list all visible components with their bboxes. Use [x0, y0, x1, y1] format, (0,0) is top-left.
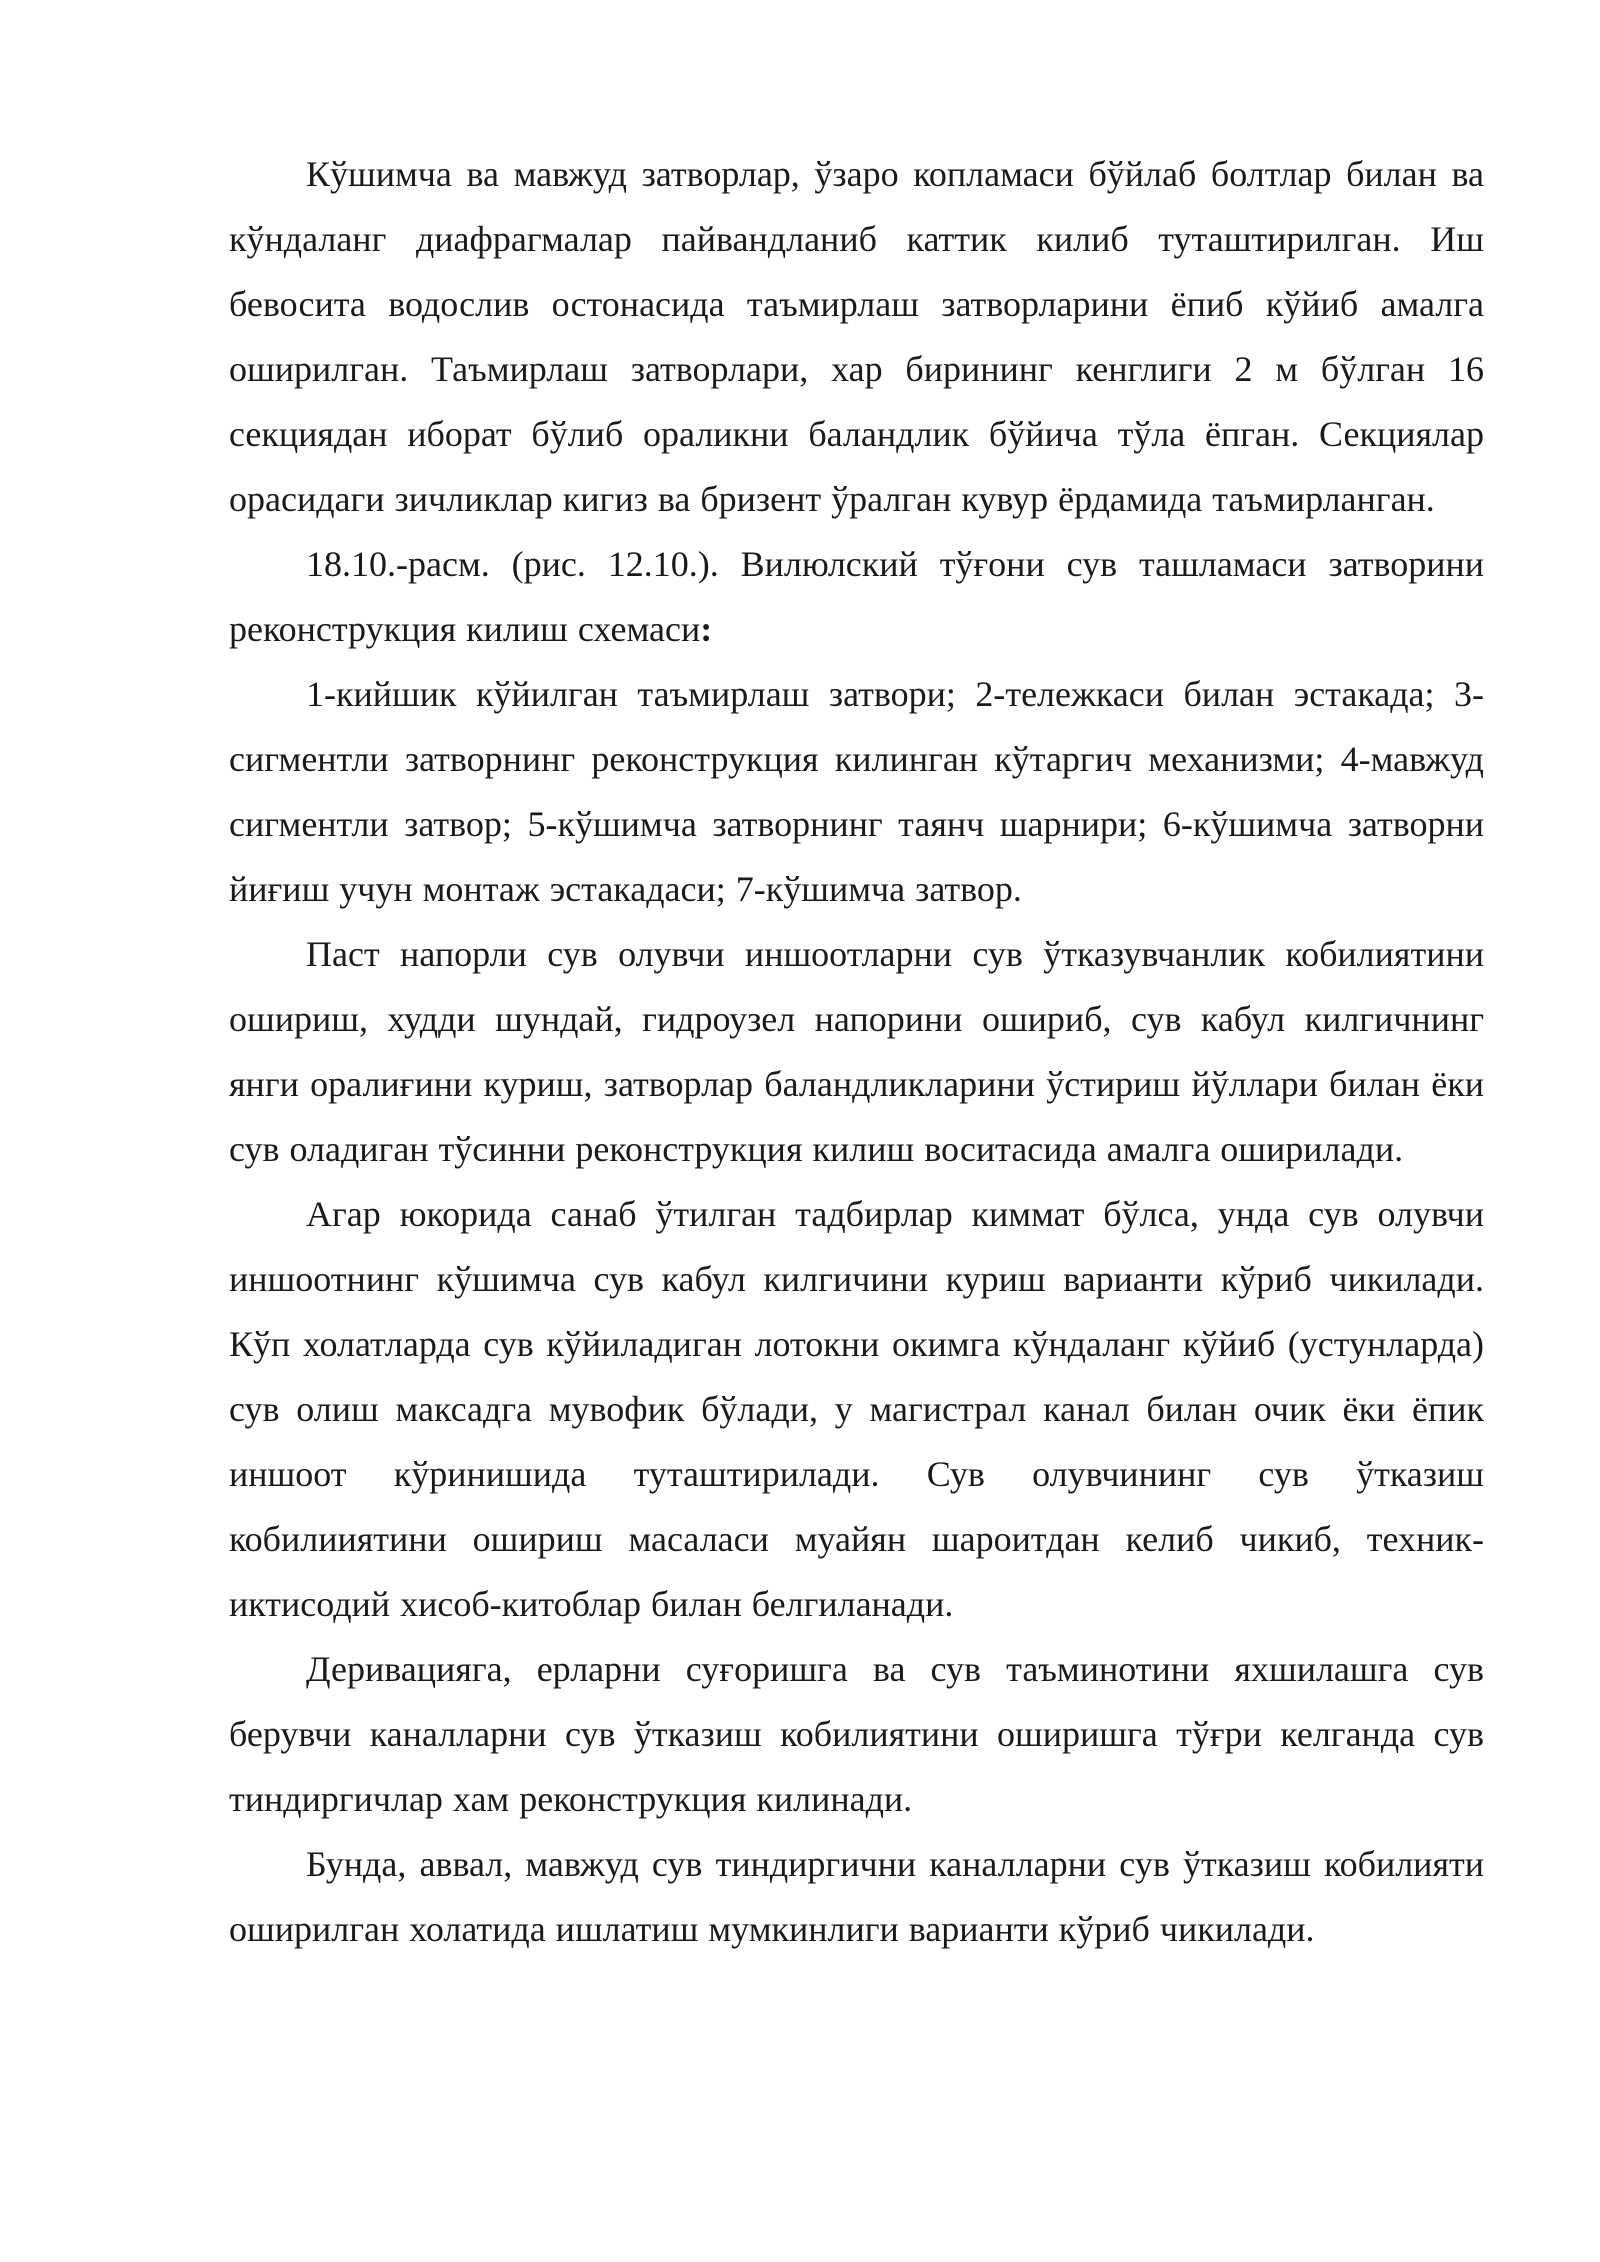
- figure-caption: [229, 532, 1484, 662]
- paragraph-low-head-intakes: Паст напорли сув олувчи иншоотларни сув ўтказувчанлик кобилиятини ошириш, худди шундай, гидроузел напорини ошириб, сув кабул килгичнинг янги оралиғини куриш, затворлар баландликларини ўстириш йўллари билан ёки сув оладиган тўсинни реконструкция килиш воситасида амалга оширилади.: [229, 934, 1484, 1169]
- paragraph-existing-basin: Бунда, аввал, мавжуд сув тиндиргични каналларни сув ўтказиш кобилияти оширилган холатида ишлатиш мумкинлиги варианти кўриб чикилади.: [229, 1844, 1484, 1949]
- figure-legend: 1-кийшик кўйилган таъмирлаш затвори; 2-тележкаси билан эстакада; 3-сигментли затворнинг реконструкция килинган кўтаргич механизми; 4-мавжуд сигментли затвор; 5-кўшимча затворнинг таянч шарнири; 6-кўшимча затворни йиғиш учун монтаж эстакадаси; 7-кўшимча затвор.: [229, 674, 1484, 909]
- paragraph-gates-connection: Кўшимча ва мавжуд затворлар, ўзаро копламаси бўйлаб болтлар билан ва кўндаланг диафрагмалар пайвандланиб каттик килиб туташтирилган. Иш бевосита водослив остонасида таъмирлаш затворларини ёпиб кўйиб амалга оширилган. Таъмирлаш затворлари, хар бирининг кенглиги 2 м бўлган 16 секциядан иборат бўлиб ораликни баландлик бўйича тўла ёпган. Секциялар орасидаги зичликлар кигиз ва бризент ўралган кувур ёрдамида таъмирланган.: [229, 154, 1484, 519]
- paragraph-settling-basins: Деривацияга, ерларни суғоришга ва сув таъминотини яхшилашга сув берувчи каналларни сув ўтказиш кобилиятини оширишга тўғри келганда сув тиндиргичлар хам реконструкция килинади.: [229, 1649, 1484, 1819]
- figure-caption-text: 18.10.-расм. (рис. 12.10.). Вилюлский тўғони сув ташламаси затворини реконструкция килиш схемаси: [229, 544, 1484, 649]
- paragraph-additional-intake: Агар юкорида санаб ўтилган тадбирлар киммат бўлса, унда сув олувчи иншоотнинг кўшимча сув кабул килгичини куриш варианти кўриб чикилади. Кўп холатларда сув кўйиладиган лотокни окимга кўндаланг кўйиб (устунларда) сув олиш максадга мувофик бўлади, у магистрал канал билан очик ёки ёпик иншоот кўринишида туташтирилади. Сув олувчининг сув ўтказиш кобилииятини ошириш масаласи муайян шароитдан келиб чикиб, техник-иктисодий хисоб-китоблар билан белгиланади.: [229, 1194, 1484, 1624]
- document-body: [229, 142, 1484, 1962]
- figure-caption-colon: :: [700, 609, 713, 649]
